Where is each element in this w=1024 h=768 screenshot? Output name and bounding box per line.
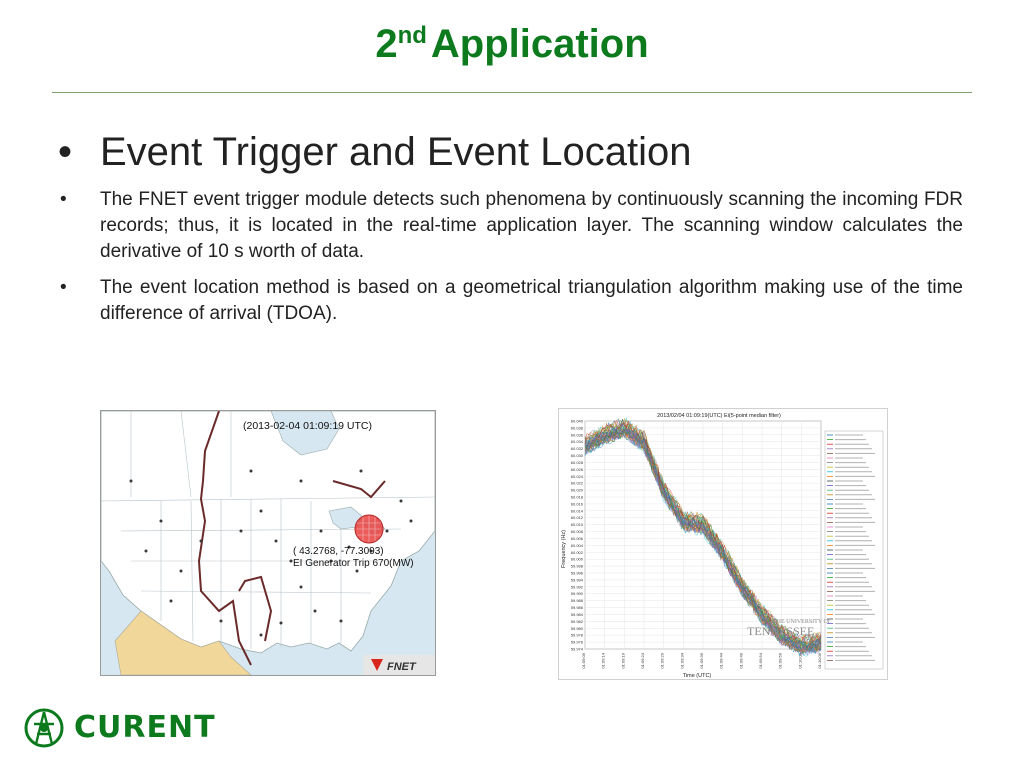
map-timestamp: (2013-02-04 01:09:19 UTC) (243, 420, 372, 432)
plot-grid (585, 421, 821, 649)
y-tick-label: 59.994 (570, 577, 583, 583)
y-tick-label: 60.022 (570, 480, 583, 486)
y-tick-label: 60.008 (570, 529, 583, 535)
curent-logo-text: CURENT (74, 710, 216, 745)
curent-logo-icon (22, 704, 70, 752)
y-tick-label: 60.014 (570, 508, 583, 514)
bullet-text: The event location method is based on a geometrical triangulation algorithm making use of the time difference of arrival (TDOA). (100, 277, 963, 324)
x-tick-label: 01:09:39 (699, 653, 704, 669)
x-tick-label: 01:09:14 (600, 653, 606, 669)
slide-title (0, 22, 1024, 67)
y-tick-label: 59.984 (570, 611, 583, 617)
y-tick-label: 59.998 (570, 563, 583, 569)
plot-xlabel: Time (UTC) (682, 673, 712, 679)
y-tick-label: 59.996 (570, 570, 583, 576)
ut-watermark-line1: THE UNIVERSITY OF (773, 619, 832, 625)
map-coordinates: ( 43.2768, -77.3093) (293, 546, 384, 557)
x-tick-label: 01:09:19 (620, 653, 626, 669)
y-tick-label: 60.006 (570, 535, 583, 541)
y-tick-label: 60.036 (570, 432, 583, 438)
y-tick-label: 60.000 (570, 556, 583, 562)
title-divider (52, 92, 972, 93)
y-tick-label: 60.030 (570, 453, 583, 459)
y-tick-label: 60.016 (570, 501, 583, 507)
heading-bullet: • (58, 130, 73, 174)
x-tick-label: 01:09:24 (640, 653, 645, 669)
plot-ytick-labels (571, 419, 584, 652)
x-tick-label: 01:09:29 (659, 653, 665, 669)
x-tick-label: 01:09:49 (738, 653, 744, 669)
y-tick-label: 59.978 (570, 632, 583, 638)
y-tick-label: 60.004 (570, 542, 583, 548)
event-location-map (100, 410, 436, 676)
plot-legend (825, 431, 883, 669)
title-text: Application (430, 22, 649, 66)
y-tick-label: 60.028 (570, 459, 583, 465)
y-tick-label: 60.024 (570, 473, 583, 479)
bullet-list (58, 187, 963, 337)
map-graphic (101, 411, 435, 675)
x-tick-label: 01:09:54 (758, 653, 763, 669)
bullet-mark: • (60, 189, 67, 210)
x-tick-label: 01:10:09 (817, 653, 822, 669)
y-tick-label: 60.038 (570, 425, 583, 431)
plot-xtick-labels (581, 652, 822, 668)
ut-watermark-line2: TENNESSEE (747, 624, 815, 638)
x-tick-label: 01:10:04 (797, 653, 803, 669)
y-tick-label: 60.010 (570, 522, 583, 528)
y-tick-label: 59.986 (570, 605, 583, 611)
map-event-label: EI Generator Trip 670(MW) (293, 558, 414, 569)
y-tick-label: 60.020 (570, 487, 583, 493)
x-tick-label: 01:09:34 (679, 653, 685, 669)
y-tick-label: 60.040 (570, 418, 583, 424)
heading-text: Event Trigger and Event Location (100, 130, 692, 174)
y-tick-label: 60.018 (570, 494, 583, 500)
y-tick-label: 59.976 (570, 639, 583, 645)
section-heading (58, 130, 691, 175)
plot-title: 2013/02/04 01:09:19(UTC) Ei(5-point median filter) (657, 413, 781, 419)
y-tick-label: 59.988 (570, 598, 583, 604)
north-america-land (101, 411, 435, 653)
y-tick-label: 60.032 (570, 446, 583, 452)
plot-ylabel: Frequency (Hz) (561, 530, 567, 568)
y-tick-label: 60.002 (570, 549, 583, 555)
frequency-plot-graphic (559, 409, 887, 679)
bullet-item (58, 275, 963, 327)
x-tick-label: 01:09:09 (581, 653, 586, 669)
bullet-text: The FNET event trigger module detects such phenomena by continuously scanning the incoming FDR records; thus, it is located in the real-time application layer. The scanning window calculates the derivative of 10 s worth of data. (100, 189, 963, 262)
y-tick-label: 60.012 (570, 515, 583, 521)
y-tick-label: 59.980 (570, 625, 583, 631)
title-superscript: nd (397, 22, 427, 49)
frequency-plot (558, 408, 888, 680)
y-tick-label: 59.992 (570, 584, 583, 590)
y-tick-label: 59.982 (570, 618, 583, 624)
x-tick-label: 01:09:59 (777, 653, 783, 669)
y-tick-label: 60.026 (570, 466, 583, 472)
fnet-logo-text: FNET (387, 661, 416, 673)
x-tick-label: 01:09:44 (718, 653, 724, 669)
y-tick-label: 60.034 (570, 439, 583, 445)
title-number: 2 (375, 22, 398, 66)
bullet-item (58, 187, 963, 265)
y-tick-label: 59.990 (570, 591, 583, 597)
y-tick-label: 59.974 (570, 646, 583, 652)
bullet-mark: • (60, 277, 67, 298)
curent-logo (22, 704, 216, 752)
